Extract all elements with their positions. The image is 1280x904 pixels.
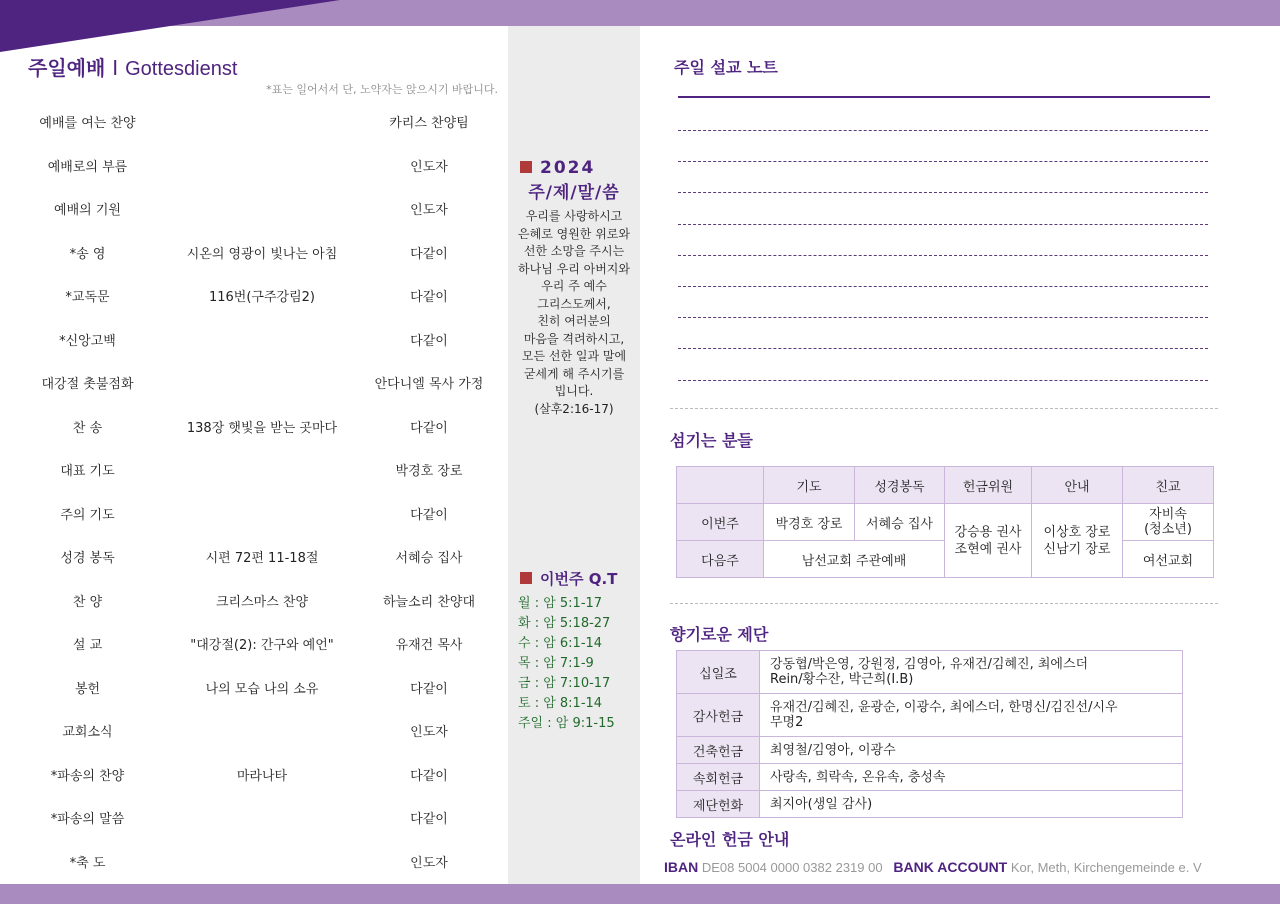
offering-row: [677, 791, 1183, 818]
theme-line: 우리를 사랑하시고: [525, 209, 623, 223]
next-week-fellowship: 여선교회: [1123, 541, 1214, 578]
order-leader: 다같이: [410, 333, 448, 349]
order-item: *파송의 찬양: [50, 768, 125, 784]
note-line: [678, 317, 1208, 318]
order-row: [0, 243, 508, 267]
order-item: 주의 기도: [60, 507, 115, 523]
theme-line: 모든 선한 일과 말에: [521, 349, 627, 363]
offering-row: [677, 694, 1183, 737]
header-cell: 친교: [1123, 467, 1214, 504]
theme-line: 친히 여러분의: [537, 314, 611, 328]
order-leader: 다같이: [410, 681, 448, 697]
theme-line: (살후2:16-17): [534, 401, 614, 416]
offering-row: [677, 764, 1183, 791]
offering-label: 감사헌금: [677, 694, 760, 737]
order-row: [0, 504, 508, 528]
note-line: [678, 192, 1208, 193]
order-item: *축 도: [69, 855, 106, 871]
this-week-row: [677, 504, 1214, 541]
qt-item: 주일 : 암 9:1-15: [518, 716, 615, 731]
order-row: [0, 852, 508, 876]
qt-item: 토 : 암 8:1-14: [518, 696, 603, 711]
worship-title-en: Gottesdienst: [125, 58, 238, 80]
order-item: 봉헌: [74, 681, 101, 697]
order-row: [0, 765, 508, 789]
order-row: [0, 460, 508, 484]
header-cell: 기도: [764, 467, 855, 504]
offering-label: 제단헌화: [677, 791, 760, 818]
next-week-label: 다음주: [677, 541, 764, 578]
order-row: [0, 634, 508, 658]
order-item: 예배를 여는 찬양: [39, 116, 136, 131]
square-bullet-icon: [520, 572, 532, 584]
order-leader: 하늘소리 찬양대: [382, 594, 476, 610]
order-row: [0, 808, 508, 832]
order-item: 설 교: [72, 638, 103, 653]
order-leader: 다같이: [410, 507, 448, 523]
theme-subheading: 주/제/말/씀: [528, 183, 620, 203]
theme-heading: [520, 158, 595, 178]
offering-row: [677, 737, 1183, 764]
order-leader: 인도자: [410, 725, 448, 740]
offering-team: 강승용 권사 조현예 권사: [945, 504, 1032, 578]
order-leader: 다같이: [410, 420, 448, 436]
order-leader: 카리스 찬양팀: [389, 116, 469, 131]
servers-table: [676, 466, 1214, 578]
order-content: 시편 72편 11-18절: [205, 551, 319, 566]
worship-title-separator: I: [112, 56, 119, 80]
order-item: *송 영: [69, 246, 106, 262]
note-line: [678, 286, 1208, 287]
offering-names: 강동협/박은영, 강원정, 김영아, 유재건/김혜진, 최에스더 Rein/황수잔, 박근희(I.B): [760, 651, 1183, 694]
servers-title: 섬기는 분들: [670, 431, 753, 450]
order-leader: 서혜승 집사: [395, 551, 463, 566]
order-item: 예배의 기원: [54, 203, 121, 218]
offering-names: 유재건/김혜진, 윤광순, 이광수, 최에스더, 한명신/김진선/시우 무명2: [760, 694, 1183, 737]
order-leader: 인도자: [410, 159, 448, 175]
order-item: 찬 양: [72, 594, 103, 610]
sermon-note-title: 주일 설교 노트: [674, 58, 778, 77]
order-leader: 인도자: [410, 203, 448, 218]
standing-note: *표는 일어서서 단, 노약자는 앉으시기 바랍니다.: [266, 83, 498, 96]
servers-header-row: [677, 467, 1214, 504]
order-item: 대강절 촛불점화: [41, 377, 134, 392]
square-bullet-icon: [520, 161, 532, 173]
order-leader: 인도자: [410, 855, 448, 871]
qt-item: 월 : 암 5:1-17: [518, 596, 603, 611]
note-line: [678, 130, 1208, 131]
note-line: [678, 380, 1208, 381]
qt-item: 수 : 암 6:1-14: [518, 636, 603, 651]
offering-label: 건축헌금: [677, 737, 760, 764]
order-leader: 다같이: [410, 768, 448, 784]
order-item: *파송의 말씀: [50, 812, 125, 827]
order-row: [0, 721, 508, 745]
online-giving-title: 온라인 헌금 안내: [670, 830, 790, 849]
theme-line: 빕니다.: [554, 384, 594, 398]
worship-title: [28, 52, 237, 81]
this-week-prayer: 박경호 장로: [764, 504, 855, 541]
note-line: [678, 348, 1208, 349]
qt-item: 목 : 암 7:1-9: [518, 656, 594, 671]
order-row: [0, 591, 508, 615]
theme-line: 하나님 우리 아버지와: [518, 261, 630, 276]
this-week-reading: 서혜승 집사: [855, 504, 945, 541]
bank-account-line: [664, 859, 1202, 875]
order-leader: 다같이: [410, 290, 448, 305]
order-content: 138장 햇빛을 받는 곳마다: [186, 420, 338, 436]
iban-label: IBAN: [664, 859, 699, 875]
note-top-rule: [678, 96, 1210, 98]
theme-line: 은혜로 영원한 위로와: [518, 226, 630, 241]
info-panel: [640, 26, 1280, 884]
order-content: 116번(구주강림2): [208, 290, 316, 305]
order-content: 시온의 영광이 빛나는 아침: [186, 246, 338, 262]
bottom-band: [0, 884, 1280, 904]
section-divider: [670, 408, 1218, 409]
header-cell: 안내: [1032, 467, 1123, 504]
qt-heading-label: 이번주 Q.T: [540, 570, 618, 588]
bank-account-value: Kor, Meth, Kirchengemeinde e. V: [1010, 860, 1202, 875]
worship-order-panel: [0, 0, 508, 884]
order-item: 찬 송: [72, 420, 103, 436]
offering-label: 속회헌금: [677, 764, 760, 791]
order-row: [0, 286, 508, 310]
order-leader: 다같이: [410, 246, 448, 262]
worship-title-ko: 주일예배: [28, 56, 106, 80]
qt-heading: [520, 568, 617, 589]
qt-item: 금 : 암 7:10-17: [518, 676, 611, 691]
section-divider: [670, 603, 1218, 604]
bank-account-label: BANK ACCOUNT: [893, 859, 1008, 875]
order-item: *교독문: [65, 290, 110, 305]
offering-row: [677, 651, 1183, 694]
order-row: [0, 417, 508, 441]
note-line: [678, 224, 1208, 225]
theme-line: 굳세게 해 주시기를: [523, 366, 625, 381]
header-cell: 헌금위원: [945, 467, 1032, 504]
order-row: [0, 199, 508, 223]
order-item: 교회소식: [62, 725, 113, 740]
theme-year: 2024: [540, 158, 596, 178]
order-row: [0, 112, 508, 136]
qt-item: 화 : 암 5:18-27: [518, 616, 611, 631]
order-item: 대표 기도: [60, 464, 115, 479]
order-row: [0, 330, 508, 354]
note-line: [678, 161, 1208, 162]
order-row: [0, 156, 508, 180]
iban-value: DE08 5004 0000 0382 2319 00: [701, 860, 883, 875]
offering-names: 사랑속, 희락속, 온유속, 충성속: [760, 764, 1183, 791]
theme-verse: [508, 208, 640, 418]
note-line: [678, 255, 1208, 256]
order-leader: 다같이: [410, 812, 448, 827]
offering-label: 십일조: [677, 651, 760, 694]
theme-line: 선한 소망을 주시는: [523, 244, 625, 258]
order-content: "대강절(2): 간구와 예언": [190, 638, 334, 653]
offering-names: 최영철/김영아, 이광수: [760, 737, 1183, 764]
offering-names: 최지아(생일 감사): [760, 791, 1183, 818]
header-cell: 성경봉독: [855, 467, 945, 504]
order-content: 마라나타: [236, 768, 288, 784]
this-week-fellowship: 자비속 (청소년): [1123, 504, 1214, 541]
offerings-table: [676, 650, 1183, 818]
order-item: *신앙고백: [59, 333, 116, 349]
order-item: 성경 봉독: [60, 551, 115, 566]
theme-line: 마음을 격려하시고,: [523, 331, 625, 346]
order-item: 예배로의 부름: [47, 159, 128, 175]
order-leader: 안다니엘 목사 가정: [374, 377, 484, 392]
qt-list: [518, 594, 615, 734]
offerings-title: 향기로운 제단: [670, 625, 769, 644]
order-row: [0, 678, 508, 702]
order-leader: 유재건 목사: [395, 638, 463, 653]
theme-line: 그리스도께서,: [537, 296, 611, 311]
usher-team: 이상호 장로 신남기 장로: [1032, 504, 1123, 578]
order-content: 크리스마스 찬양: [215, 594, 309, 610]
order-row: [0, 373, 508, 397]
servers-corner-cell: [677, 467, 764, 504]
this-week-label: 이번주: [677, 504, 764, 541]
order-leader: 박경호 장로: [395, 464, 463, 479]
theme-panel: [508, 26, 640, 884]
next-week-merged: 남선교회 주관예배: [764, 541, 945, 578]
order-content: 나의 모습 나의 소유: [205, 681, 319, 697]
theme-line: 우리 주 예수: [541, 279, 607, 293]
order-row: [0, 547, 508, 571]
